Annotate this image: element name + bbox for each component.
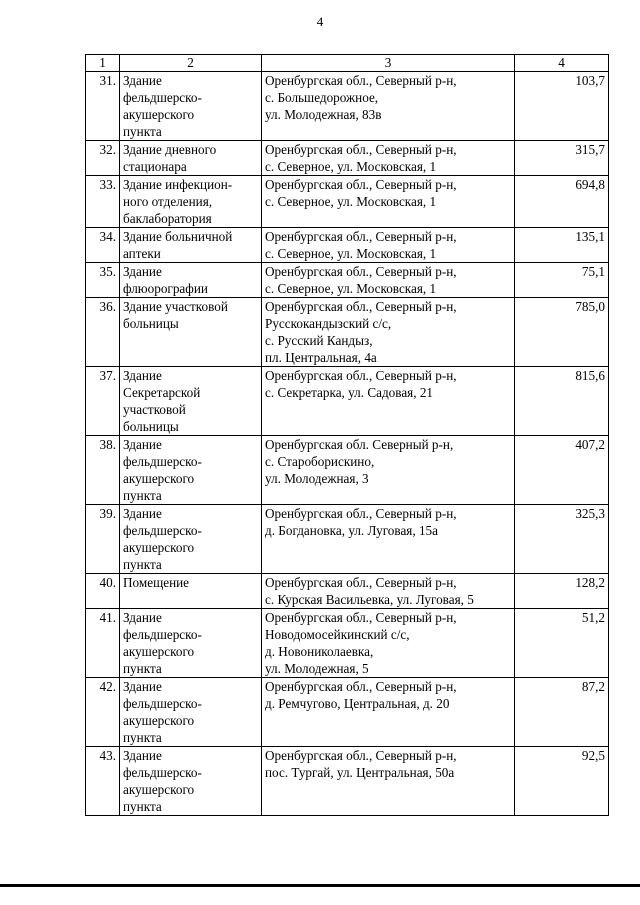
building-address: Оренбургская обл., Северный р-н, с. Северное, ул. Московская, 1 <box>262 141 515 176</box>
building-address: Оренбургская обл., Северный р-н, Русскокандызский с/с, с. Русский Кандыз, пл. Центральная, 4а <box>262 298 515 367</box>
table-row <box>86 747 609 816</box>
row-number: 35. <box>86 263 120 298</box>
building-name: Здание инфекцион- ного отделения, баклаборатория <box>120 176 262 228</box>
building-name: Здание фельдшерско- акушерского пункта <box>120 505 262 574</box>
building-address: Оренбургская обл., Северный р-н, д. Богдановка, ул. Луговая, 15а <box>262 505 515 574</box>
building-name: Здание дневного стационара <box>120 141 262 176</box>
row-number: 40. <box>86 574 120 609</box>
building-name: Здание фельдшерско- акушерского пункта <box>120 747 262 816</box>
building-name: Здание флюорографии <box>120 263 262 298</box>
table-row <box>86 678 609 747</box>
table-row <box>86 176 609 228</box>
header-col-number: 1 <box>86 55 120 72</box>
building-area: 407,2 <box>515 436 609 505</box>
row-number: 33. <box>86 176 120 228</box>
table-header <box>86 55 609 72</box>
table-row <box>86 436 609 505</box>
header-col-name: 2 <box>120 55 262 72</box>
building-area: 75,1 <box>515 263 609 298</box>
building-name: Здание фельдшерско- акушерского пункта <box>120 609 262 678</box>
building-area: 315,7 <box>515 141 609 176</box>
table-row <box>86 72 609 141</box>
building-address: Оренбургская обл., Северный р-н, с. Северное, ул. Московская, 1 <box>262 228 515 263</box>
table-row <box>86 505 609 574</box>
table-row <box>86 263 609 298</box>
table-row <box>86 574 609 609</box>
building-area: 785,0 <box>515 298 609 367</box>
building-address: Оренбургская обл., Северный р-н, с. Большедорожное, ул. Молодежная, 83в <box>262 72 515 141</box>
building-area: 92,5 <box>515 747 609 816</box>
row-number: 42. <box>86 678 120 747</box>
header-row <box>86 55 609 72</box>
building-area: 325,3 <box>515 505 609 574</box>
row-number: 31. <box>86 72 120 141</box>
building-area: 815,6 <box>515 367 609 436</box>
building-address: Оренбургская обл., Северный р-н, Новодомосейкинский с/с, д. Новониколаевка, ул. Молодежная, 5 <box>262 609 515 678</box>
table-row <box>86 228 609 263</box>
building-address: Оренбургская обл., Северный р-н, с. Курская Васильевка, ул. Луговая, 5 <box>262 574 515 609</box>
building-name: Здание фельдшерско- акушерского пункта <box>120 72 262 141</box>
building-address: Оренбургская обл., Северный р-н, д. Ремчугово, Центральная, д. 20 <box>262 678 515 747</box>
header-col-area: 4 <box>515 55 609 72</box>
page-number: 4 <box>316 14 324 29</box>
building-area: 87,2 <box>515 678 609 747</box>
building-area: 135,1 <box>515 228 609 263</box>
building-area: 694,8 <box>515 176 609 228</box>
row-number: 36. <box>86 298 120 367</box>
row-number: 38. <box>86 436 120 505</box>
building-address: Оренбургская обл. Северный р-н, с. Староборискино, ул. Молодежная, 3 <box>262 436 515 505</box>
table-row <box>86 367 609 436</box>
row-number: 43. <box>86 747 120 816</box>
row-number: 34. <box>86 228 120 263</box>
row-number: 37. <box>86 367 120 436</box>
table-row <box>86 298 609 367</box>
table-row <box>86 141 609 176</box>
building-address: Оренбургская обл., Северный р-н, пос. Тургай, ул. Центральная, 50а <box>262 747 515 816</box>
header-col-address: 3 <box>262 55 515 72</box>
table-row <box>86 609 609 678</box>
building-name: Помещение <box>120 574 262 609</box>
building-address: Оренбургская обл., Северный р-н, с. Северное, ул. Московская, 1 <box>262 263 515 298</box>
building-name: Здание фельдшерско- акушерского пункта <box>120 678 262 747</box>
page-bottom-rule <box>0 884 640 887</box>
building-area: 51,2 <box>515 609 609 678</box>
building-name: Здание больничной аптеки <box>120 228 262 263</box>
building-name: Здание Секретарской участковой больницы <box>120 367 262 436</box>
building-area: 103,7 <box>515 72 609 141</box>
building-address: Оренбургская обл., Северный р-н, с. Секретарка, ул. Садовая, 21 <box>262 367 515 436</box>
building-address: Оренбургская обл., Северный р-н, с. Северное, ул. Московская, 1 <box>262 176 515 228</box>
table-body <box>86 72 609 816</box>
property-table <box>85 54 609 816</box>
building-name: Здание фельдшерско- акушерского пункта <box>120 436 262 505</box>
row-number: 32. <box>86 141 120 176</box>
building-name: Здание участковой больницы <box>120 298 262 367</box>
row-number: 39. <box>86 505 120 574</box>
row-number: 41. <box>86 609 120 678</box>
building-area: 128,2 <box>515 574 609 609</box>
